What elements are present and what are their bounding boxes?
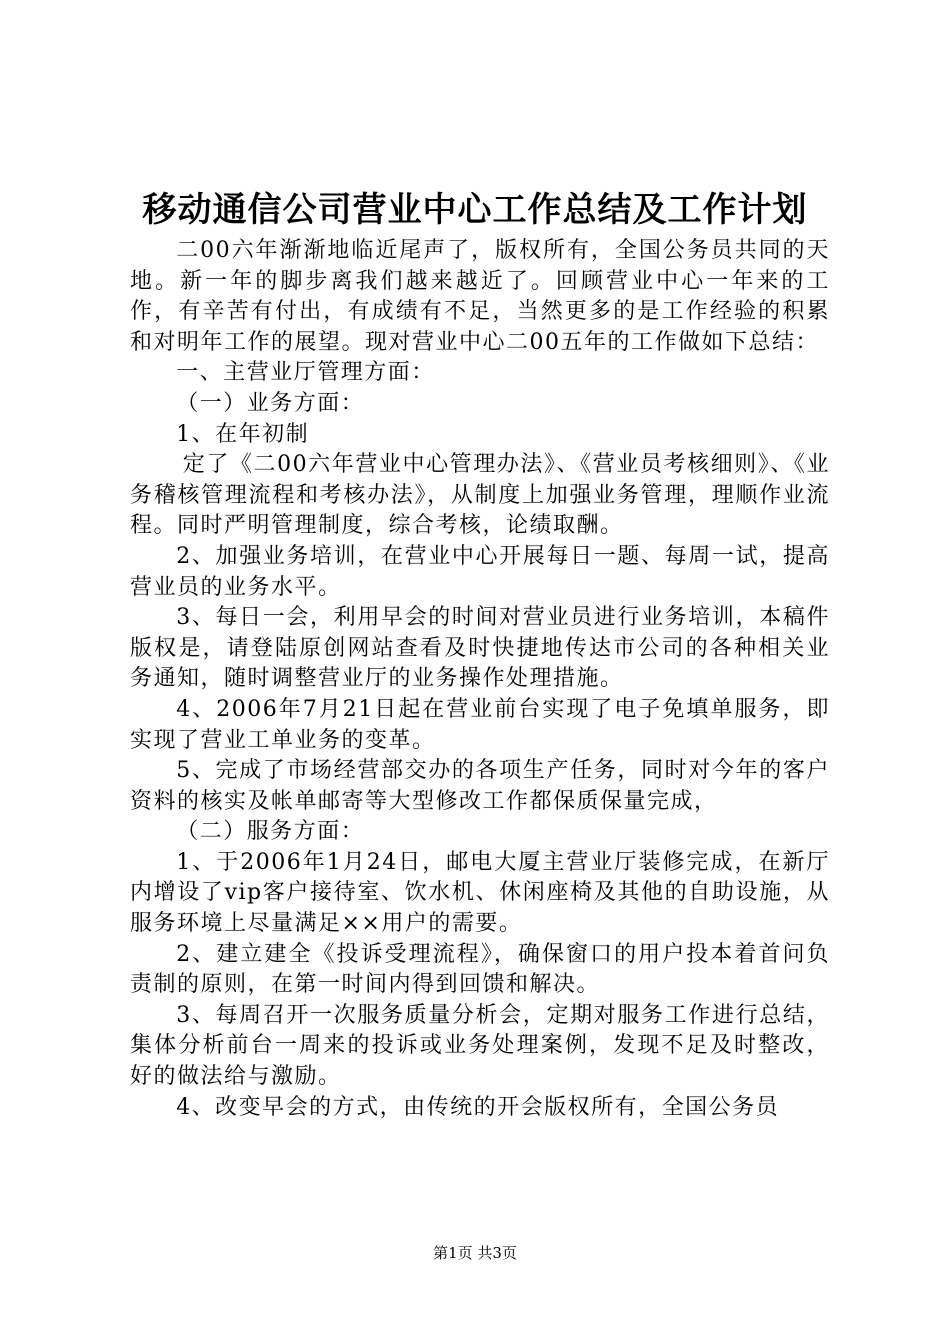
document-title: 移动通信公司营业中心工作总结及工作计划 — [142, 190, 808, 230]
list-item-service-4: 4、改变早会的方式，由传统的开会版权所有，全国公务员 — [176, 1094, 780, 1120]
subsection-heading-service: （二）服务方面： — [176, 819, 365, 845]
list-item-business-4: 4、2006年7月21日起在营业前台实现了电子免填单服务，即实现了营业工单业务的变革。 — [130, 696, 830, 753]
list-item-business-2: 2、加强业务培训，在营业中心开展每日一题、每周一试，提高营业员的业务水平。 — [130, 543, 830, 600]
list-item-business-1b: 定了《二00六年营业中心管理办法》、《营业员考核细则》、《业务稽核管理流程和考核办法》，从制度上加强业务管理，理顺作业流程。同时严明管理制度，综合考核，论绩取酬。 — [130, 452, 830, 539]
list-item-business-1a: 1、在年初制 — [176, 421, 310, 447]
list-item-business-5: 5、完成了市场经营部交办的各项生产任务，同时对今年的客户资料的核实及帐单邮寄等大型修改工作都保质保量完成， — [130, 758, 830, 814]
list-item-service-2: 2、建立建全《投诉受理流程》，确保窗口的用户投本着首问负责制的原则，在第一时间内得到回馈和解决。 — [130, 941, 830, 998]
paragraph-intro: 二00六年渐渐地临近尾声了，版权所有，全国公务员共同的天地。新一年的脚步离我们越来越近了。回顾营业中心一年来的工作，有辛苦有付出，有成绩有不足，当然更多的是工作经验的积累和对明年工作的展望。现对营业中心二00五年的工作做如下总结： — [130, 238, 830, 355]
list-item-service-3: 3、每周召开一次服务质量分析会，定期对服务工作进行总结，集体分析前台一周来的投诉或业务处理案例，发现不足及时整改，好的做法给与激励。 — [130, 1002, 830, 1090]
list-item-service-1: 1、于2006年1月24日，邮电大厦主营业厅装修完成，在新厅内增设了vip客户接待室、饮水机、休闲座椅及其他的自助设施，从服务环境上尽量满足××用户的需要。 — [130, 849, 830, 937]
list-item-business-3: 3、每日一会，利用早会的时间对营业员进行业务培训，本稿件版权是，请登陆原创网站查看及时快捷地传达市公司的各种相关业务通知，随时调整营业厅的业务操作处理措施。 — [130, 605, 830, 692]
document-body — [130, 236, 830, 1123]
section-heading-1: 一、主营业厅管理方面： — [176, 360, 435, 386]
page-footer: 第1页 共3页 — [433, 1244, 517, 1262]
subsection-heading-business: （一）业务方面： — [176, 390, 365, 416]
